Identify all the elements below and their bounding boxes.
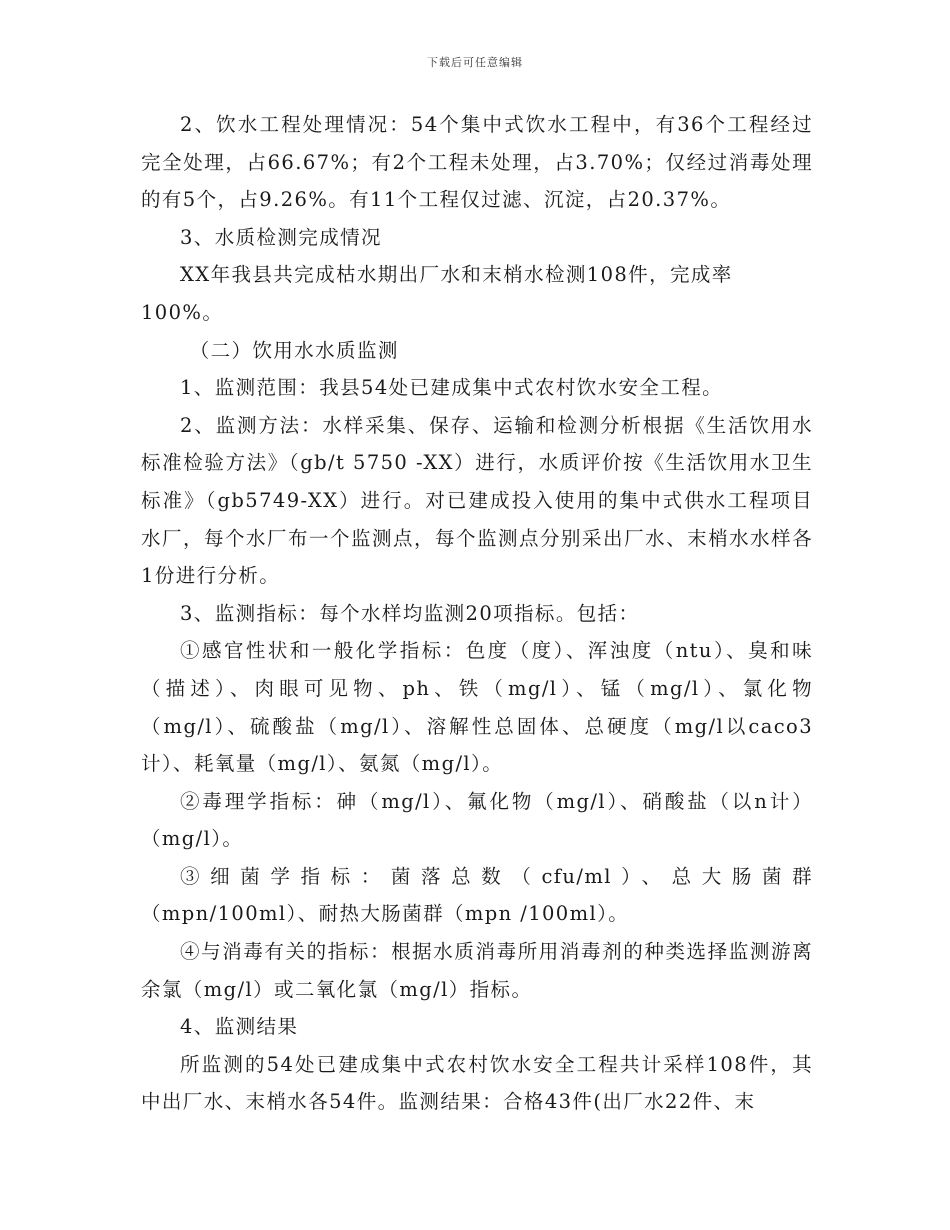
paragraph-bacteriology-indicators: ③细菌学指标：菌落总数（cfu/ml）、总大肠菌群（mpn/100ml）、耐热大肠菌群（mpn /100ml）。 — [141, 864, 813, 926]
page-header: 下载后可任意编辑 — [427, 56, 523, 69]
paragraph-disinfection-indicators: ④与消毒有关的指标：根据水质消毒所用消毒剂的种类选择监测游离余氯（mg/l）或二氧化氯（mg/l）指标。 — [141, 940, 813, 1001]
paragraph-monitoring-scope: 1、监测范围：我县54处已建成集中式农村饮水安全工程。 — [180, 376, 724, 400]
paragraph-results: 所监测的54处已建成集中式农村饮水安全工程共计采样108件，其中出厂水、末梢水各54件。监测结果：合格43件(出厂水22件、末 — [141, 1052, 813, 1114]
paragraph-toxicology-indicators: ②毒理学指标：砷（mg/l）、氟化物（mg/l）、硝酸盐（以n计）（mg/l）。 — [141, 789, 813, 851]
paragraph-detection-count: XX年我县共完成枯水期出厂水和末梢水检测108件，完成率 — [180, 263, 733, 287]
paragraph-sensory-indicators: ①感官性状和一般化学指标：色度（度）、浑浊度（ntu）、臭和味（描述）、肉眼可见物、ph、铁（mg/l）、锰（mg/l）、氯化物（mg/l）、硫酸盐（mg/l）、溶解性总固体、总硬度（mg/l以caco3计）、耗氧量（mg/l）、氨氮（mg/l）。 — [141, 639, 813, 776]
paragraph-completion-rate: 100%。 — [141, 300, 224, 324]
paragraph-monitoring-method: 2、监测方法：水样采集、保存、运输和检测分析根据《生活饮用水标准检验方法》（gb/t 5750 -XX）进行，水质评价按《生活饮用水卫生标准》（gb5749-XX）进行。对已建成投入使用的集中式供水工程项目水厂，每个水厂布一个监测点，每个监测点分别采出厂水、末梢水水样各1份进行分析。 — [141, 413, 813, 588]
document-body — [141, 106, 813, 1121]
paragraph-treatment-status: 2、饮水工程处理情况：54个集中式饮水工程中，有36个工程经过完全处理，占66.67%；有2个工程未处理，占3.70%；仅经过消毒处理的有5个，占9.26%。有11个工程仅过滤、沉淀，占20.37%。 — [141, 113, 813, 212]
paragraph-results-heading: 4、监测结果 — [180, 1015, 299, 1039]
paragraph-detection-heading: 3、水质检测完成情况 — [180, 225, 382, 249]
section-heading-monitoring: （二）饮用水水质监测 — [189, 338, 399, 362]
paragraph-monitoring-indicators: 3、监测指标：每个水样均监测20项指标。包括： — [180, 601, 640, 625]
